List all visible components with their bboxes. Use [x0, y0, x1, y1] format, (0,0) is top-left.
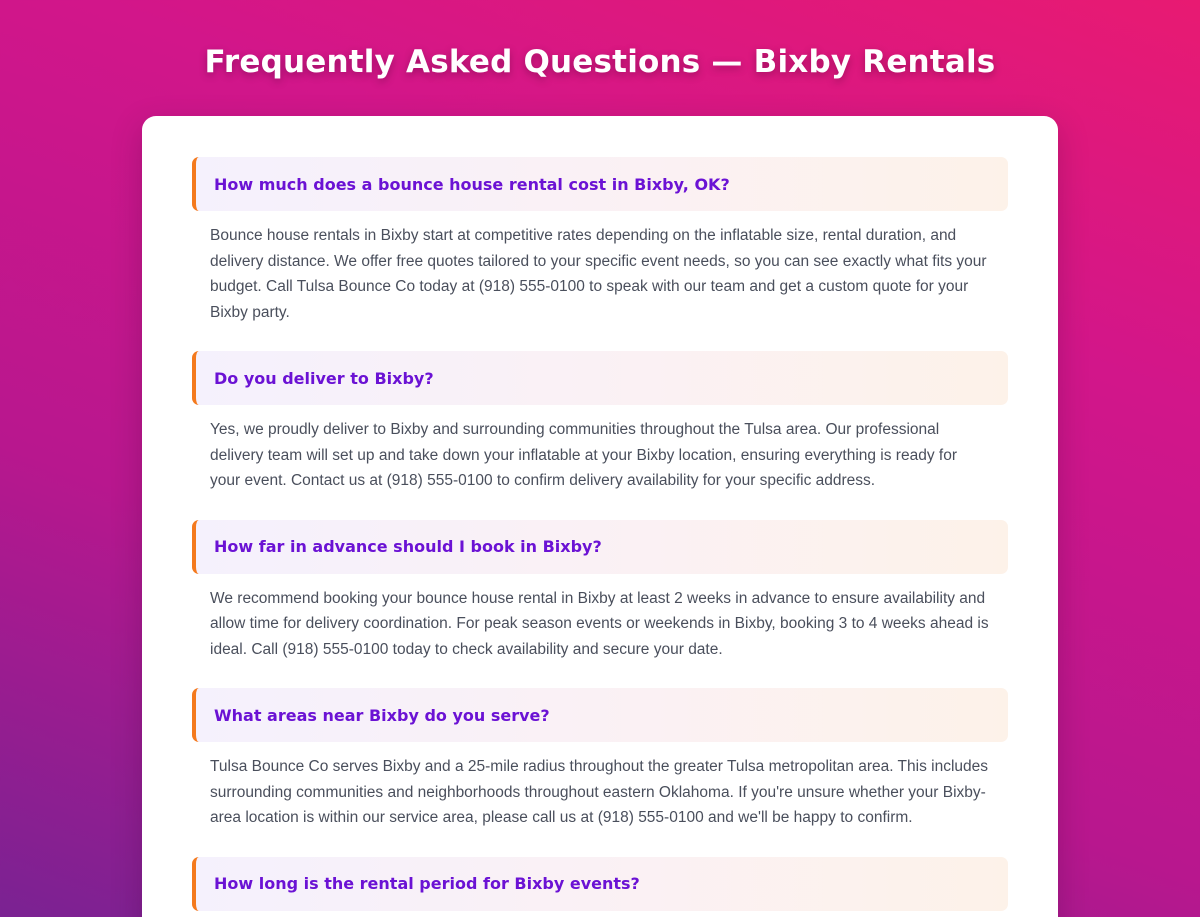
- faq-question-text: How much does a bounce house rental cost in Bixby, OK?: [214, 174, 730, 194]
- faq-card: [142, 116, 1058, 917]
- faq-question-booking[interactable]: [192, 520, 1008, 574]
- faq-question-delivery[interactable]: [192, 351, 1008, 405]
- faq-question-service-area[interactable]: [192, 688, 1008, 742]
- faq-answer: [192, 911, 1008, 917]
- faq-list: [142, 116, 1058, 917]
- faq-item: [192, 157, 1008, 325]
- faq-item: [192, 520, 1008, 663]
- faq-answer: Yes, we proudly deliver to Bixby and surrounding communities throughout the Tulsa area. Our professional delivery team will set up and take down your inflatable at your Bixby location, ensuring everything is ready for your event. Contact us at (918) 555-0100 to confirm delivery availability for your specific address.: [210, 421, 957, 489]
- faq-question-text: What areas near Bixby do you serve?: [214, 705, 550, 725]
- faq-question-rental-period[interactable]: [192, 857, 1008, 911]
- faq-question-cost[interactable]: [192, 157, 1008, 211]
- page-title: Frequently Asked Questions — Bixby Rentals: [204, 44, 996, 80]
- faq-answer: Tulsa Bounce Co serves Bixby and a 25-mile radius throughout the greater Tulsa metropolitan area. This includes surrounding communities and neighborhoods throughout eastern Oklahoma. If you're unsure whether your Bixby-area location is within our service area, please call us at (918) 555-0100 and we'll be happy to confirm.: [210, 758, 989, 826]
- faq-question-text: Do you deliver to Bixby?: [214, 368, 434, 388]
- faq-question-text: How long is the rental period for Bixby events?: [214, 874, 640, 893]
- faq-answer: We recommend booking your bounce house rental in Bixby at least 2 weeks in advance to ensure availability and allow time for delivery coordination. For peak season events or weekends in Bixby, booking 3 to 4 weeks ahead is ideal. Call (918) 555-0100 today to check availability and secure your date.: [210, 589, 989, 658]
- faq-question-text: How far in advance should I book in Bixby?: [214, 537, 602, 556]
- faq-item: [192, 857, 1008, 917]
- faq-item: [192, 351, 1008, 494]
- faq-item: [192, 688, 1008, 831]
- faq-answer: Bounce house rentals in Bixby start at competitive rates depending on the inflatable size, rental duration, and delivery distance. We offer free quotes tailored to your specific event needs, so you can see exactly what fits your budget. Call Tulsa Bounce Co today at (918) 555-0100 to speak with our team and get a custom quote for your Bixby party.: [210, 227, 987, 321]
